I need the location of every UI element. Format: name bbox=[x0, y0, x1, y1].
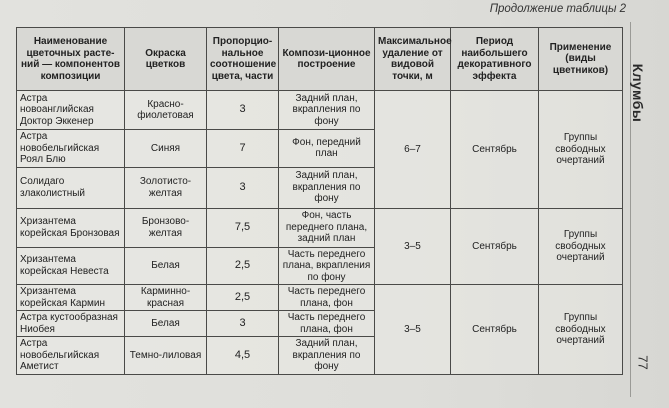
composition-cell: Задний план, вкрапления по фону bbox=[279, 167, 375, 208]
ratio-cell: 3 bbox=[207, 91, 279, 130]
flower-color-cell: Белая bbox=[125, 311, 207, 337]
flower-color-cell: Белая bbox=[125, 247, 207, 285]
plant-name-cell: Солидаго злаколистный bbox=[17, 167, 125, 208]
header-plant-name: Наименование цветочных расте-ний — компонентов композиции bbox=[17, 28, 125, 91]
period-cell: Сентябрь bbox=[451, 285, 539, 375]
header-decorative-period: Период наибольшего декоративного эффекта bbox=[451, 28, 539, 91]
distance-cell: 3–5 bbox=[375, 208, 451, 285]
flower-color-cell: Бронзово-желтая bbox=[125, 208, 207, 247]
usage-cell: Группы свободных очертаний bbox=[539, 285, 623, 375]
period-cell: Сентябрь bbox=[451, 91, 539, 209]
ratio-cell: 7 bbox=[207, 130, 279, 168]
flower-color-cell: Синяя bbox=[125, 130, 207, 168]
plant-name-cell: Астра новобельгийская Аметист bbox=[17, 337, 125, 375]
side-section-title bbox=[625, 30, 653, 160]
header-usage: Применение (виды цветников) bbox=[539, 28, 623, 91]
composition-cell: Фон, часть переднего плана, задний план bbox=[279, 208, 375, 247]
table-header-row bbox=[17, 28, 623, 91]
header-composition: Компози-ционное построение bbox=[279, 28, 375, 91]
usage-cell: Группы свободных очертаний bbox=[539, 208, 623, 285]
ratio-cell: 2,5 bbox=[207, 285, 279, 311]
header-flower-color: Окраска цветков bbox=[125, 28, 207, 91]
flower-composition-table bbox=[16, 27, 623, 375]
table-row bbox=[17, 285, 623, 311]
period-cell: Сентябрь bbox=[451, 208, 539, 285]
page-number: 77 bbox=[635, 355, 651, 370]
table-row bbox=[17, 208, 623, 247]
plant-name-cell: Астра новоанглийская Доктор Эккенер bbox=[17, 91, 125, 130]
side-title-text: Клумбы bbox=[630, 63, 646, 123]
ratio-cell: 7,5 bbox=[207, 208, 279, 247]
table-continuation-caption: Продолжение таблицы 2 bbox=[489, 3, 626, 15]
flower-color-cell: Красно-фиолетовая bbox=[125, 91, 207, 130]
flower-color-cell: Золотисто-желтая bbox=[125, 167, 207, 208]
plant-name-cell: Астра новобельгийская Роял Блю bbox=[17, 130, 125, 168]
table-row bbox=[17, 91, 623, 130]
composition-cell: Задний план, вкрапления по фону bbox=[279, 91, 375, 130]
plant-name-cell: Хризантема корейская Невеста bbox=[17, 247, 125, 285]
composition-cell: Задний план, вкрапления по фону bbox=[279, 337, 375, 375]
ratio-cell: 4,5 bbox=[207, 337, 279, 375]
flower-color-cell: Карминно-красная bbox=[125, 285, 207, 311]
composition-cell: Часть переднего плана, вкрапления по фону bbox=[279, 247, 375, 285]
composition-cell: Часть переднего плана, фон bbox=[279, 285, 375, 311]
plant-name-cell: Астра кустообразная Ниобея bbox=[17, 311, 125, 337]
plant-name-cell: Хризантема корейская Кармин bbox=[17, 285, 125, 311]
ratio-cell: 3 bbox=[207, 311, 279, 337]
plant-name-cell: Хризантема корейская Бронзовая bbox=[17, 208, 125, 247]
usage-cell: Группы свободных очертаний bbox=[539, 91, 623, 209]
flower-color-cell: Темно-лиловая bbox=[125, 337, 207, 375]
header-max-distance: Максимальное удаление от видовой точки, м bbox=[375, 28, 451, 91]
distance-cell: 3–5 bbox=[375, 285, 451, 375]
header-color-ratio: Пропорцио-нальное соотношение цвета, части bbox=[207, 28, 279, 91]
ratio-cell: 3 bbox=[207, 167, 279, 208]
distance-cell: 6–7 bbox=[375, 91, 451, 209]
composition-cell: Фон, передний план bbox=[279, 130, 375, 168]
composition-cell: Часть переднего плана, фон bbox=[279, 311, 375, 337]
ratio-cell: 2,5 bbox=[207, 247, 279, 285]
